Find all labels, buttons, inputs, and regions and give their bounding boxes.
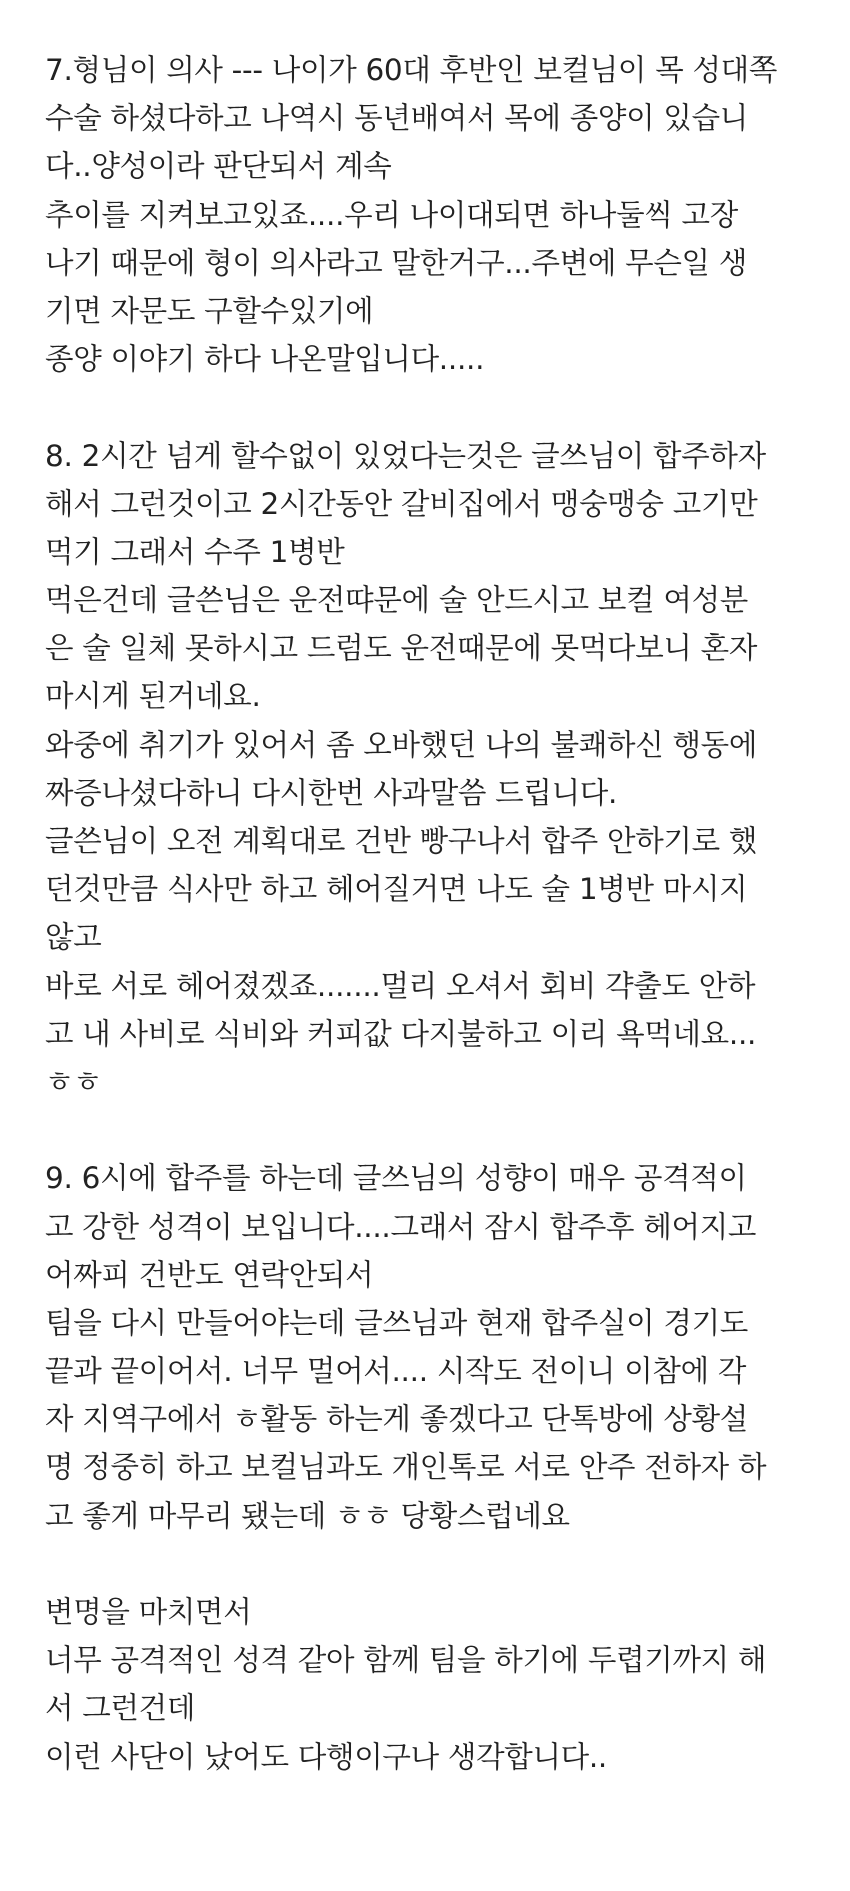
paragraph-8 (45, 432, 850, 1107)
text-line: 추이를 지켜보고있죠....우리 나이대되면 하나둘씩 고장 (45, 197, 738, 232)
text-line: 자 지역구에서 ㅎ활동 하는게 좋겠다고 단톡방에 상황설 (45, 1402, 748, 1437)
text-line: 나기 때문에 형이 의사라고 말한거구...주변에 무슨일 생 (45, 245, 748, 280)
text-line: 서 그런건데 (45, 1691, 196, 1726)
text-line: 끝과 끝이어서. 너무 멀어서.... 시작도 전이니 이참에 각 (45, 1354, 747, 1389)
paragraph-9 (45, 1154, 850, 1540)
text-line: 9. 6시에 합주를 하는데 글쓰님의 성향이 매우 공격적이 (45, 1161, 747, 1196)
text-line: 먹기 그래서 수주 1병반 (45, 534, 345, 569)
paragraph-7 (45, 46, 850, 383)
text-line: 고 내 사비로 식비와 커피값 다지불하고 이리 욕먹네요... (45, 1016, 757, 1051)
text-line: 짜증나셨다하니 다시한번 사과말씀 드립니다. (45, 775, 618, 810)
text-line: 너무 공격적인 성격 같아 함께 팀을 하기에 두렵기까지 해 (45, 1643, 767, 1678)
paragraph-closing (45, 1588, 850, 1781)
text-line: 팀을 다시 만들어야는데 글쓰님과 현재 합주실이 경기도 (45, 1305, 748, 1340)
text-line: 않고 (45, 920, 102, 955)
text-line: 해서 그런것이고 2시간동안 갈비집에서 맹숭맹숭 고기만 (45, 486, 758, 521)
text-line: 와중에 취기가 있어서 좀 오바했던 나의 불쾌하신 행동에 (45, 727, 758, 762)
text-line: 어짜피 건반도 연락안되서 (45, 1257, 374, 1292)
text-line: 8. 2시간 넘게 할수없이 있었다는것은 글쓰님이 합주하자 (45, 438, 766, 473)
text-line: 던것만큼 식사만 하고 헤어질거면 나도 술 1병반 마시지 (45, 872, 748, 907)
text-line: 이런 사단이 났어도 다행이구나 생각합니다.. (45, 1739, 608, 1774)
text-line: 글쓴님이 오전 계획대로 건반 빵구나서 합주 안하기로 했 (45, 824, 758, 858)
text-line: 7.형님이 의사 --- 나이가 60대 후반인 보컬님이 목 성대쪽 (45, 53, 778, 87)
text-line: 다..양성이라 판단되서 계속 (45, 149, 392, 184)
text-line: 변명을 마치면서 (45, 1595, 252, 1629)
text-line: 기면 자문도 구할수있기에 (45, 293, 374, 328)
text-line: 종양 이야기 하다 나온말입니다..... (45, 342, 485, 377)
text-line: 마시게 된거네요. (45, 679, 261, 714)
text-line: ㅎㅎ (45, 1064, 102, 1099)
text-line: 수술 하셨다하고 나역시 동년배여서 목에 종양이 있습니 (45, 101, 748, 136)
text-line: 바로 서로 헤어졌겠죠.......멀리 오셔서 회비 갹출도 안하 (45, 968, 756, 1003)
text-line: 은 술 일체 못하시고 드럼도 운전때문에 못먹다보니 혼자 (45, 631, 758, 666)
text-line: 먹은건데 글쓴님은 운전땨문에 술 안드시고 보컬 여성분 (45, 583, 748, 618)
text-line: 고 강한 성격이 보입니다....그래서 잠시 합주후 헤어지고 (45, 1209, 757, 1244)
text-line: 명 정중히 하고 보컬님과도 개인톡로 서로 안주 전하자 하 (45, 1450, 767, 1485)
text-line: 고 좋게 마무리 됐는데 ㅎㅎ 당황스럽네요 (45, 1498, 570, 1533)
